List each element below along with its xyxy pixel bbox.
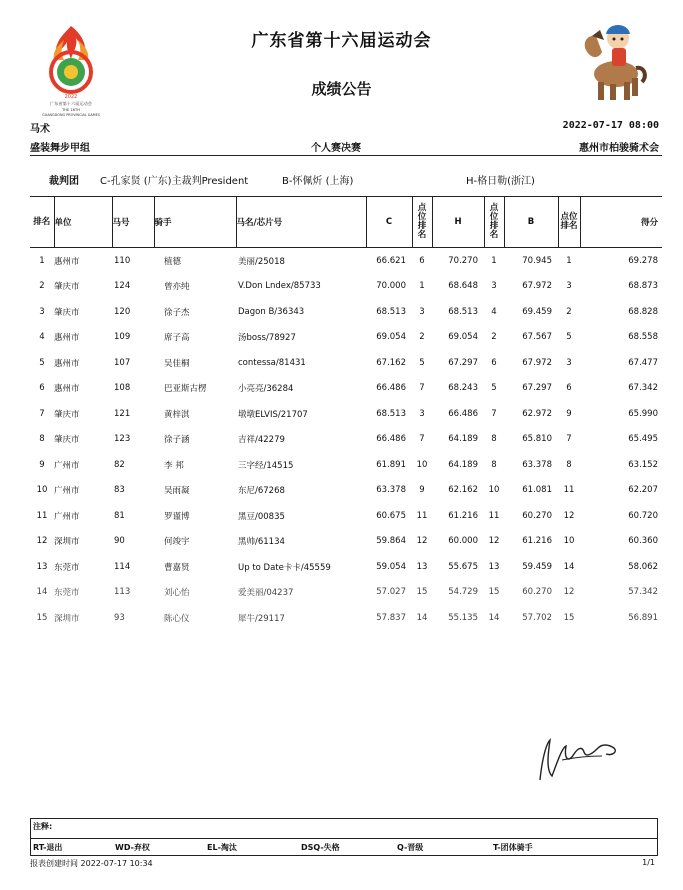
cell-unit: 肇庆市	[54, 435, 80, 446]
cell-horse: 三字经/14515	[238, 460, 294, 471]
cell-score: 60.720	[628, 510, 658, 521]
table-row	[30, 605, 662, 631]
cell-horse-no: 110	[114, 255, 131, 266]
cell-unit: 东莞市	[54, 588, 80, 599]
table-row	[30, 554, 662, 580]
cell-c-rank: 15	[416, 587, 428, 598]
cell-h-rank: 2	[491, 332, 497, 343]
judge-b: B-怀佩炘 (上海)	[282, 176, 354, 187]
cell-score: 65.495	[628, 434, 658, 445]
cell-unit: 东莞市	[54, 562, 80, 573]
cell-unit: 深圳市	[54, 537, 80, 548]
cell-c-rank: 1	[419, 281, 425, 292]
logo-title-en-2: GUANGDONG PROVINCIAL GAMES	[42, 113, 100, 117]
cell-horse-no: 109	[114, 332, 131, 343]
cell-c: 59.054	[376, 561, 406, 572]
table-header-row	[30, 197, 662, 248]
cell-b: 61.216	[522, 536, 552, 547]
cell-horse-no: 93	[114, 612, 125, 623]
cell-h: 67.297	[448, 357, 478, 368]
logo-title-en-1: THE 16TH	[62, 108, 80, 112]
notes-divider	[31, 838, 657, 839]
logo-title-cn: 广东省第十六届运动会	[50, 101, 92, 106]
cell-c-rank: 10	[416, 459, 428, 470]
cell-horse: 东尼/67268	[238, 486, 285, 497]
cell-score: 63.152	[628, 459, 658, 470]
cell-c-rank: 7	[419, 434, 425, 445]
cell-h: 62.162	[448, 485, 478, 496]
cell-b: 69.459	[522, 306, 552, 317]
cell-h: 64.189	[448, 434, 478, 445]
cell-rider: 徐子杰	[164, 307, 190, 318]
cell-rider: 罗谨博	[164, 511, 190, 522]
cell-score: 68.828	[628, 306, 658, 317]
cell-rider: 何竣宇	[164, 537, 190, 548]
cell-c-rank: 12	[416, 536, 428, 547]
table-row	[30, 248, 662, 274]
signature	[532, 730, 632, 790]
cell-b: 57.702	[522, 612, 552, 623]
notes-box	[30, 818, 658, 856]
col-b: B	[504, 197, 558, 248]
cell-horse: 美丽/25018	[238, 256, 285, 267]
cell-horse: contessa/81431	[238, 357, 306, 368]
cell-rider: 曹嘉贤	[164, 562, 190, 573]
cell-unit: 肇庆市	[54, 282, 80, 293]
cell-score: 58.062	[628, 561, 658, 572]
cell-unit: 肇庆市	[54, 409, 80, 420]
cell-b: 59.459	[522, 561, 552, 572]
cell-h-rank: 1	[491, 255, 497, 266]
cell-horse-no: 113	[114, 587, 131, 598]
cell-h-rank: 13	[488, 561, 500, 572]
cell-b: 60.270	[522, 587, 552, 598]
cell-score: 56.891	[628, 612, 658, 623]
cell-c-rank: 3	[419, 408, 425, 419]
cell-b-rank: 11	[563, 485, 575, 496]
cell-b-rank: 3	[566, 357, 572, 368]
cell-horse: 汤boss/78927	[238, 333, 296, 344]
col-c-rank: 点位排名	[412, 197, 432, 248]
cell-b: 67.972	[522, 357, 552, 368]
cell-rank: 11	[36, 510, 48, 521]
cell-horse: 爱美丽/04237	[238, 588, 294, 599]
table-row	[30, 529, 662, 555]
cell-h-rank: 8	[491, 434, 497, 445]
cell-h-rank: 7	[491, 408, 497, 419]
col-rider: 骑手	[154, 197, 236, 248]
cell-b-rank: 14	[563, 561, 575, 572]
cell-horse: 吉祥/42279	[238, 435, 285, 446]
cell-b-rank: 10	[563, 536, 575, 547]
cell-h-rank: 10	[488, 485, 500, 496]
cell-score: 67.342	[628, 383, 658, 394]
cell-h-rank: 14	[488, 612, 500, 623]
header-divider	[30, 155, 662, 156]
cell-unit: 惠州市	[54, 358, 80, 369]
cell-rank: 10	[36, 485, 48, 496]
cell-c-rank: 7	[419, 383, 425, 394]
cell-c-rank: 13	[416, 561, 428, 572]
cell-h: 68.243	[448, 383, 478, 394]
table-row	[30, 325, 662, 351]
cell-rank: 1	[39, 255, 45, 266]
event-group: 盛装舞步甲组	[30, 143, 90, 154]
cell-b-rank: 12	[563, 510, 575, 521]
note-el: EL-淘汰	[207, 843, 237, 852]
cell-b: 61.081	[522, 485, 552, 496]
cell-c: 57.027	[376, 587, 406, 598]
col-score: 得分	[580, 197, 662, 248]
cell-horse: Up to Date卡卡/45559	[238, 562, 331, 573]
cell-rider: 徐子涵	[164, 435, 190, 446]
cell-rider: 刘心怡	[164, 588, 190, 599]
judge-c: C-孔家贤 (广东)主裁判President	[100, 176, 249, 187]
cell-b-rank: 7	[566, 434, 572, 445]
cell-rider: 席子高	[164, 333, 190, 344]
cell-h: 69.054	[448, 332, 478, 343]
cell-c: 59.864	[376, 536, 406, 547]
cell-horse: Dagon B/36343	[238, 306, 305, 317]
cell-c: 69.054	[376, 332, 406, 343]
table-row	[30, 452, 662, 478]
cell-rider: 植德	[164, 256, 182, 267]
report-created: 报表创建时间 2022-07-17 10:34	[30, 859, 153, 868]
cell-rank: 2	[39, 281, 45, 292]
cell-horse-no: 120	[114, 306, 131, 317]
cell-horse-no: 114	[114, 561, 131, 572]
cell-horse-no: 123	[114, 434, 131, 445]
cell-b: 65.810	[522, 434, 552, 445]
cell-horse-no: 82	[114, 459, 125, 470]
cell-c: 66.621	[376, 255, 406, 266]
cell-score: 69.278	[628, 255, 658, 266]
cell-h: 54.729	[448, 587, 478, 598]
cell-b-rank: 9	[566, 408, 572, 419]
cell-c-rank: 2	[419, 332, 425, 343]
cell-rider: 李 邦	[164, 460, 184, 471]
table-row	[30, 299, 662, 325]
cell-rider: 黄梓淇	[164, 409, 190, 420]
cell-horse-no: 81	[114, 510, 125, 521]
cell-h-rank: 3	[491, 281, 497, 292]
table-row	[30, 503, 662, 529]
cell-unit: 惠州市	[54, 256, 80, 267]
cell-b-rank: 15	[563, 612, 575, 623]
cell-horse-no: 83	[114, 485, 125, 496]
cell-c-rank: 14	[416, 612, 428, 623]
cell-b-rank: 5	[566, 332, 572, 343]
cell-rank: 9	[39, 459, 45, 470]
cell-c: 61.891	[376, 459, 406, 470]
cell-c: 66.486	[376, 434, 406, 445]
note-wd: WD-弃权	[115, 843, 150, 852]
cell-horse: 犀牛/29117	[238, 613, 285, 624]
cell-h: 55.675	[448, 561, 478, 572]
cell-rank: 3	[39, 306, 45, 317]
cell-b-rank: 1	[566, 255, 572, 266]
table-row	[30, 427, 662, 453]
table-row	[30, 274, 662, 300]
cell-b: 67.297	[522, 383, 552, 394]
cell-score: 60.360	[628, 536, 658, 547]
event-phase: 个人赛决赛	[311, 143, 361, 154]
cell-b: 60.270	[522, 510, 552, 521]
cell-h: 55.135	[448, 612, 478, 623]
col-h-rank: 点位排名	[484, 197, 504, 248]
cell-unit: 深圳市	[54, 613, 80, 624]
col-horse: 马名/芯片号	[236, 197, 366, 248]
cell-h: 70.270	[448, 255, 478, 266]
table-row	[30, 478, 662, 504]
cell-c: 68.513	[376, 408, 406, 419]
cell-score: 67.477	[628, 357, 658, 368]
cell-b: 62.972	[522, 408, 552, 419]
cell-h: 68.513	[448, 306, 478, 317]
cell-h: 64.189	[448, 459, 478, 470]
cell-rank: 4	[39, 332, 45, 343]
notes-label: 注释:	[33, 822, 53, 831]
note-dsq: DSQ-失格	[301, 843, 340, 852]
results-table	[30, 196, 662, 631]
cell-b-rank: 8	[566, 459, 572, 470]
cell-score: 65.990	[628, 408, 658, 419]
cell-h-rank: 6	[491, 357, 497, 368]
cell-b-rank: 2	[566, 306, 572, 317]
cell-h-rank: 12	[488, 536, 500, 547]
note-t: T-团体骑手	[493, 843, 533, 852]
cell-c: 60.675	[376, 510, 406, 521]
event-datetime: 2022-07-17 08:00	[562, 120, 659, 131]
cell-horse: V.Don Lndex/85733	[238, 281, 321, 292]
cell-unit: 广州市	[54, 486, 80, 497]
cell-h-rank: 8	[491, 459, 497, 470]
note-rt: RT-退出	[33, 843, 63, 852]
cell-score: 62.207	[628, 485, 658, 496]
cell-h-rank: 11	[488, 510, 500, 521]
footer-divider	[30, 855, 658, 856]
cell-horse-no: 121	[114, 408, 131, 419]
cell-c-rank: 5	[419, 357, 425, 368]
cell-rider: 陈心仪	[164, 613, 190, 624]
cell-h-rank: 4	[491, 306, 497, 317]
judge-h: H-格日勒(浙江)	[466, 176, 535, 187]
svg-text:2022: 2022	[64, 94, 78, 100]
col-unit: 单位	[54, 197, 112, 248]
cell-rank: 12	[36, 536, 48, 547]
cell-rank: 13	[36, 561, 48, 572]
col-rank: 排名	[30, 197, 54, 248]
cell-b-rank: 3	[566, 281, 572, 292]
cell-unit: 惠州市	[54, 333, 80, 344]
cell-score: 68.873	[628, 281, 658, 292]
sport-name: 马术	[30, 124, 50, 135]
table-row	[30, 350, 662, 376]
cell-c: 66.486	[376, 383, 406, 394]
cell-rank: 6	[39, 383, 45, 394]
note-q: Q-晋级	[397, 843, 424, 852]
cell-c: 63.378	[376, 485, 406, 496]
cell-b: 67.567	[522, 332, 552, 343]
col-c: C	[366, 197, 412, 248]
cell-b-rank: 6	[566, 383, 572, 394]
cell-horse: 墩墩ELVIS/21707	[238, 409, 308, 420]
page-subtitle: 成绩公告	[311, 80, 372, 98]
cell-c-rank: 11	[416, 510, 428, 521]
cell-rank: 8	[39, 434, 45, 445]
cell-c: 68.513	[376, 306, 406, 317]
cell-rank: 14	[36, 587, 48, 598]
cell-c: 57.837	[376, 612, 406, 623]
cell-h: 60.000	[448, 536, 478, 547]
cell-unit: 肇庆市	[54, 307, 80, 318]
page-title: 广东省第十六届运动会	[251, 31, 432, 51]
cell-score: 68.558	[628, 332, 658, 343]
cell-horse-no: 108	[114, 383, 131, 394]
cell-b: 70.945	[522, 255, 552, 266]
cell-h: 68.648	[448, 281, 478, 292]
cell-c-rank: 3	[419, 306, 425, 317]
cell-b-rank: 12	[563, 587, 575, 598]
cell-rider: 曾亦纯	[164, 282, 190, 293]
col-b-rank: 点位排名	[558, 197, 580, 248]
cell-unit: 惠州市	[54, 384, 80, 395]
cell-c-rank: 9	[419, 485, 425, 496]
cell-unit: 广州市	[54, 511, 80, 522]
cell-rank: 15	[36, 612, 48, 623]
cell-rank: 7	[39, 408, 45, 419]
cell-rank: 5	[39, 357, 45, 368]
cell-b: 67.972	[522, 281, 552, 292]
cell-horse: 小亮亮/36284	[238, 384, 294, 395]
cell-b: 63.378	[522, 459, 552, 470]
cell-unit: 广州市	[54, 460, 80, 471]
cell-horse: 黑豆/00835	[238, 511, 285, 522]
cell-rider: 吴佳桐	[164, 358, 190, 369]
cell-h-rank: 15	[488, 587, 500, 598]
cell-h-rank: 5	[491, 383, 497, 394]
table-row	[30, 401, 662, 427]
cell-rider: 巴亚斯古楞	[164, 384, 207, 395]
table-row	[30, 580, 662, 606]
col-horse-no: 马号	[112, 197, 154, 248]
table-row	[30, 376, 662, 402]
cell-rider: 吴雨凝	[164, 486, 190, 497]
cell-h: 66.486	[448, 408, 478, 419]
cell-horse-no: 107	[114, 357, 131, 368]
cell-horse: 黑帅/61134	[238, 537, 285, 548]
cell-horse-no: 90	[114, 536, 125, 547]
cell-c-rank: 6	[419, 255, 425, 266]
cell-c: 67.162	[376, 357, 406, 368]
cell-h: 61.216	[448, 510, 478, 521]
col-h: H	[432, 197, 484, 248]
cell-horse-no: 124	[114, 281, 131, 292]
judges-label: 裁判团	[49, 176, 79, 187]
event-venue: 惠州市柏骏骑术会	[579, 143, 659, 154]
page-number: 1/1	[642, 858, 655, 867]
cell-c: 70.000	[376, 281, 406, 292]
cell-score: 57.342	[628, 587, 658, 598]
